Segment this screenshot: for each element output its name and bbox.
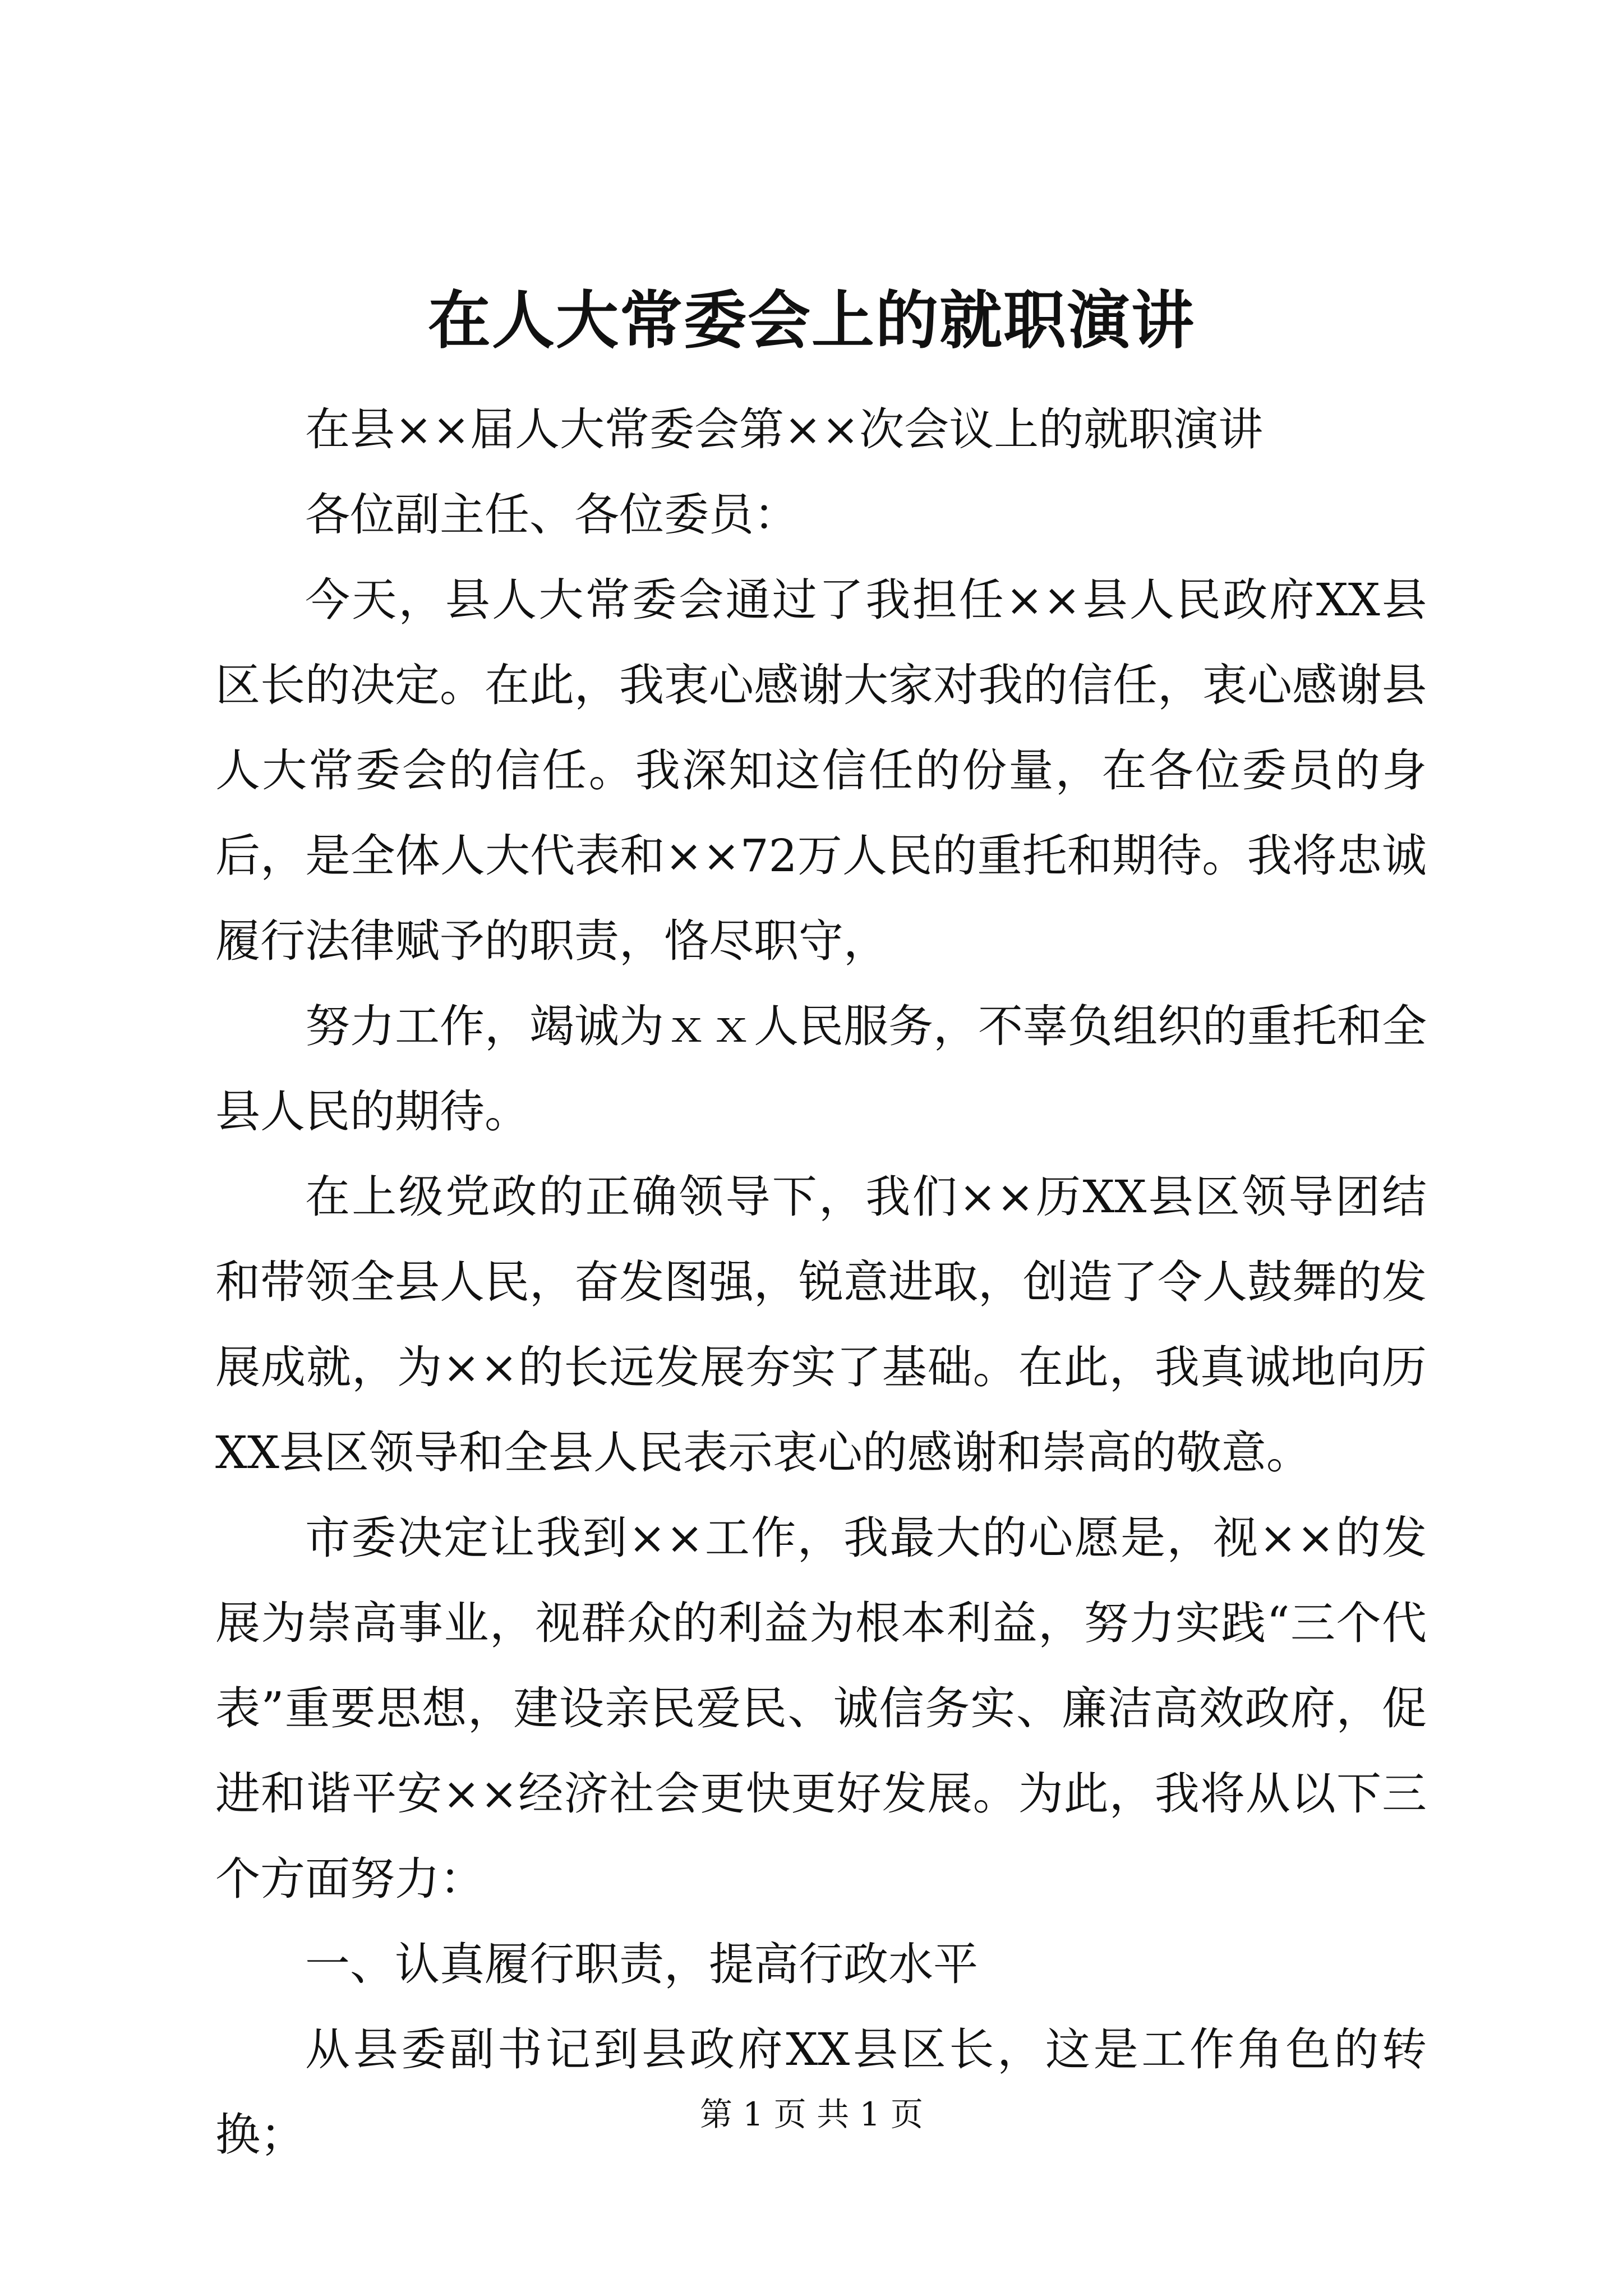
body-paragraph: 努力工作，竭诚为ｘｘ人民服务，不辜负组织的重托和全县人民的期待。 xyxy=(215,1000,1427,1138)
subtitle-paragraph: 在县××届人大常委会第××次会议上的就职演讲 xyxy=(305,403,1264,455)
body-paragraph: 今天，县人大常委会通过了我担任××县人民政府XX县区长的决定。在此，我衷心感谢大家对我的信任，衷心感谢县人大常委会的信任。我深知这信任的份量，在各位委员的身后，是全体人大代表和××72万人民的重托和期待。我将忠诚履行法律赋予的职责，恪尽职守， xyxy=(215,574,1427,967)
body-paragraph: 在上级党政的正确领导下，我们××历XX县区领导团结和带领全县人民，奋发图强，锐意进取，创造了令人鼓舞的发展成就，为××的长远发展夯实了基础。在此，我真诚地向历XX县区领导和全县人民表示衷心的感谢和崇高的敬意。 xyxy=(215,1171,1427,1479)
section-heading: 一、认真履行职责，提高行政水平 xyxy=(305,1938,978,1990)
salutation-paragraph: 各位副主任、各位委员： xyxy=(305,489,799,541)
document-body xyxy=(215,387,1427,2178)
page-number-footer: 第 1 页 共 1 页 xyxy=(700,2095,923,2133)
document-title: 在人大常委会上的就职演讲 xyxy=(428,284,1195,357)
body-paragraph: 从县委副书记到县政府XX县区长，这是工作角色的转换； xyxy=(215,2023,1427,2161)
body-paragraph: 市委决定让我到××工作，我最大的心愿是，视××的发展为崇高事业，视群众的利益为根本利益，努力实践“三个代表”重要思想，建设亲民爱民、诚信务实、廉洁高效政府，促进和谐平安××经济社会更快更好发展。为此，我将从以下三个方面努力： xyxy=(215,1512,1427,1905)
